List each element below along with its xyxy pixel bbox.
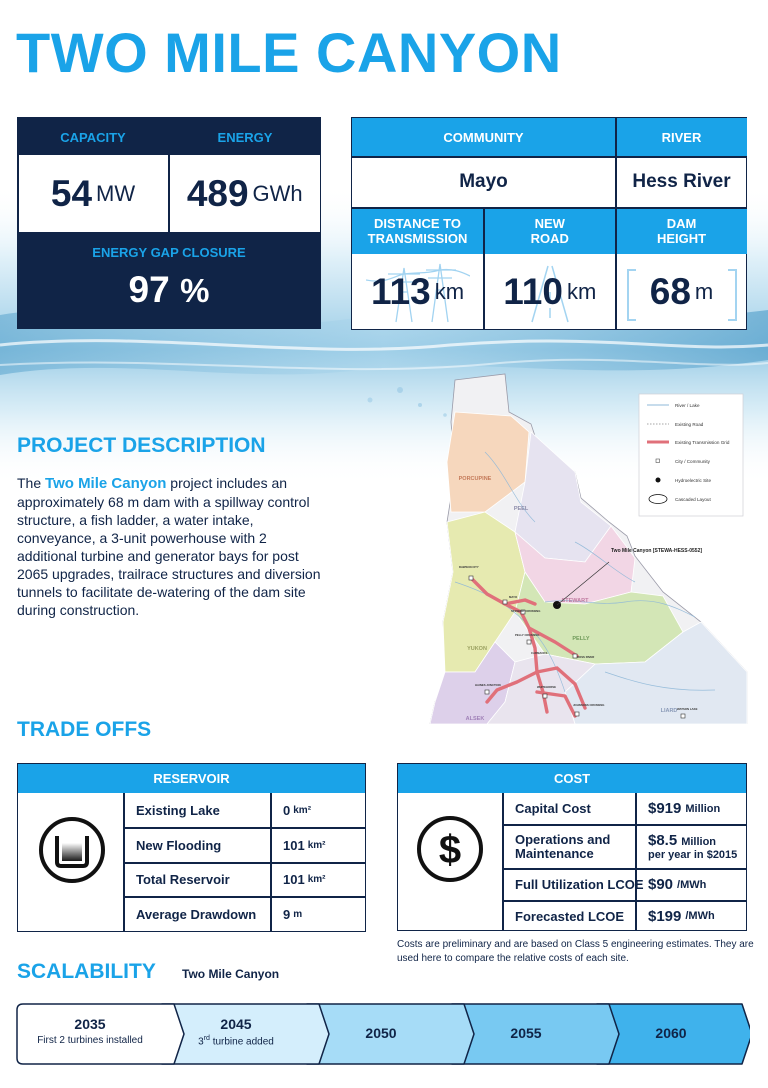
legend-grid-label: Existing Transmission Grid — [675, 440, 730, 445]
divider — [352, 156, 747, 158]
region-label-porcupine: PORCUPINE — [458, 476, 492, 482]
stats-panel-right — [351, 117, 747, 330]
reservoir-row-value: 101 km² — [283, 872, 326, 887]
cost-row-value: $8.5 Million per year in $2015 — [648, 832, 738, 861]
reservoir-row-value: 9 m — [283, 906, 303, 922]
distance-unit: km — [434, 279, 465, 304]
timeline-year: 2035 — [74, 1016, 106, 1032]
new-road-value-box — [485, 254, 616, 330]
cost-table — [397, 763, 747, 931]
divider — [635, 793, 637, 931]
reservoir-table-header: RESERVOIR — [18, 764, 365, 793]
yukon-map — [425, 372, 750, 724]
stats-panel-left — [17, 117, 321, 329]
dam-height-label: DAM HEIGHT — [617, 208, 747, 254]
town-label: DAWSON CITY — [459, 565, 479, 569]
timeline-year: 2050 — [365, 1025, 397, 1041]
river-value: Hess River — [632, 171, 731, 192]
capacity-box — [19, 155, 168, 232]
town-label: PELLY CROSSING — [515, 633, 540, 637]
town-label: JOHNSONS CROSSING — [573, 703, 605, 707]
cost-row-label: Capital Cost — [515, 801, 591, 816]
timeline-step-2060 — [600, 1025, 742, 1041]
reservoir-row-label: Total Reservoir — [136, 872, 230, 887]
town-label: CARMACKS — [531, 651, 548, 655]
project-description-text: The Two Mile Canyon project includes an approximately 68 m dam with a spillway control structure, a fish ladder, a water intake, conveyance, a 3-unit powerhouse with 2 additional turbine and generator bays for post 2065 upgrades, trailrace structures and diversion tunnels to facilitate de-watering of the dam site during construction. — [17, 475, 321, 618]
legend-community-label: City / Community — [675, 459, 710, 464]
distance-label: DISTANCE TO TRANSMISSION — [352, 208, 483, 254]
project-description-heading: PROJECT DESCRIPTION — [17, 434, 266, 457]
scalability-subtitle: Two Mile Canyon — [182, 967, 280, 981]
trade-offs-heading: TRADE OFFS — [17, 718, 152, 741]
region-peel — [515, 432, 611, 562]
scalability-heading: SCALABILITY — [17, 960, 156, 983]
energy-box — [170, 155, 320, 232]
region-label-peel: PEEL — [513, 506, 529, 512]
cost-note: Costs are preliminary and are based on Class 5 engineering estimates. They are used here to compare the relative costs of each site. — [397, 939, 754, 964]
dam-height-unit: m — [694, 279, 714, 304]
energy-gap-label: ENERGY GAP CLOSURE — [92, 245, 246, 260]
divider — [502, 793, 504, 931]
distance-value-box — [352, 254, 483, 330]
reservoir-row-label: New Flooding — [136, 837, 222, 853]
timeline-desc: 3rd turbine added — [198, 1035, 274, 1048]
new-road-value: 110 — [503, 271, 563, 312]
timeline-step-2055 — [455, 1025, 597, 1041]
reservoir-row-value: 101 km² — [283, 837, 326, 853]
timeline-step-2035 — [15, 1016, 165, 1046]
dollar-icon — [416, 815, 484, 883]
region-label-yukon: YUKON — [467, 646, 487, 652]
town-label: MAYO — [509, 595, 518, 599]
timeline-step-2050 — [310, 1025, 452, 1041]
timeline-step-2045 — [165, 1016, 307, 1047]
energy-gap-value-row — [17, 269, 321, 311]
reservoir-row-value: 0 km² — [283, 802, 312, 818]
cost-row-value: $199 /MWh — [648, 907, 715, 925]
energy-unit: GWh — [252, 180, 303, 206]
energy-gap-unit: % — [180, 272, 210, 309]
cost-row-label: Operations and Maintenance — [515, 831, 611, 861]
community-label: COMMUNITY — [352, 118, 615, 156]
cost-row-label: Forecasted LCOE — [515, 908, 625, 924]
reservoir-table — [17, 763, 366, 932]
region-label-alsek: ALSEK — [465, 716, 485, 722]
reservoir-row-label: Average Drawdown — [136, 906, 257, 922]
region-label-liard: LIARD — [660, 708, 678, 714]
legend-road-label: Existing Road — [675, 422, 704, 427]
site-label: Two Mile Canyon [STEWA-HESS-0552] — [611, 548, 703, 554]
town-label: STEWART CROSSING — [511, 609, 541, 613]
reservoir-row-label: Existing Lake — [136, 802, 220, 818]
dam-height-value: 68 — [649, 271, 691, 312]
energy-gap-value: 97 — [128, 269, 170, 310]
town-label: WHITEHORSE — [537, 685, 556, 689]
capacity-label: CAPACITY — [60, 130, 126, 145]
timeline-year: 2045 — [220, 1016, 252, 1032]
capacity-unit: MW — [96, 180, 136, 206]
svg-text:$: $ — [438, 828, 462, 872]
river-label: RIVER — [617, 118, 747, 156]
distance-value: 113 — [370, 271, 431, 312]
timeline-desc: First 2 turbines installed — [37, 1035, 143, 1046]
region-label-stewart: STEWART — [561, 598, 589, 604]
energy-value: 489 — [186, 172, 249, 214]
dam-height-value-box — [617, 254, 747, 330]
timeline-year: 2055 — [510, 1025, 542, 1041]
cost-row-value: $90 /MWh — [648, 876, 707, 893]
community-value: Mayo — [459, 171, 508, 192]
town-label: ROSS RIVER — [577, 655, 595, 659]
capacity-value: 54 — [50, 172, 93, 214]
map-legend — [639, 394, 743, 516]
cost-row-value: $919 Million — [648, 800, 721, 817]
cost-row-label: Full Utilization LCOE — [515, 877, 644, 892]
town-label: WATSON LAKE — [677, 707, 698, 711]
scalability-timeline — [15, 1003, 750, 1065]
reservoir-icon — [38, 816, 106, 884]
divider — [352, 207, 747, 209]
legend-hydro-label: Hydroelectric Site — [675, 478, 711, 483]
legend-river-label: River / Lake — [675, 403, 700, 408]
energy-label: ENERGY — [217, 130, 273, 145]
project-name-highlight: Two Mile Canyon — [45, 475, 167, 492]
new-road-label: NEW ROAD — [485, 208, 616, 254]
cost-table-header: COST — [398, 764, 746, 793]
legend-cascade-label: Cascaded Layout — [675, 497, 711, 502]
region-label-pelly: PELLY — [572, 636, 590, 642]
town-label: HAINES JUNCTION — [475, 683, 501, 687]
page-title: TWO MILE CANYON — [16, 21, 562, 84]
new-road-unit: km — [566, 279, 597, 304]
timeline-year: 2060 — [655, 1025, 687, 1041]
